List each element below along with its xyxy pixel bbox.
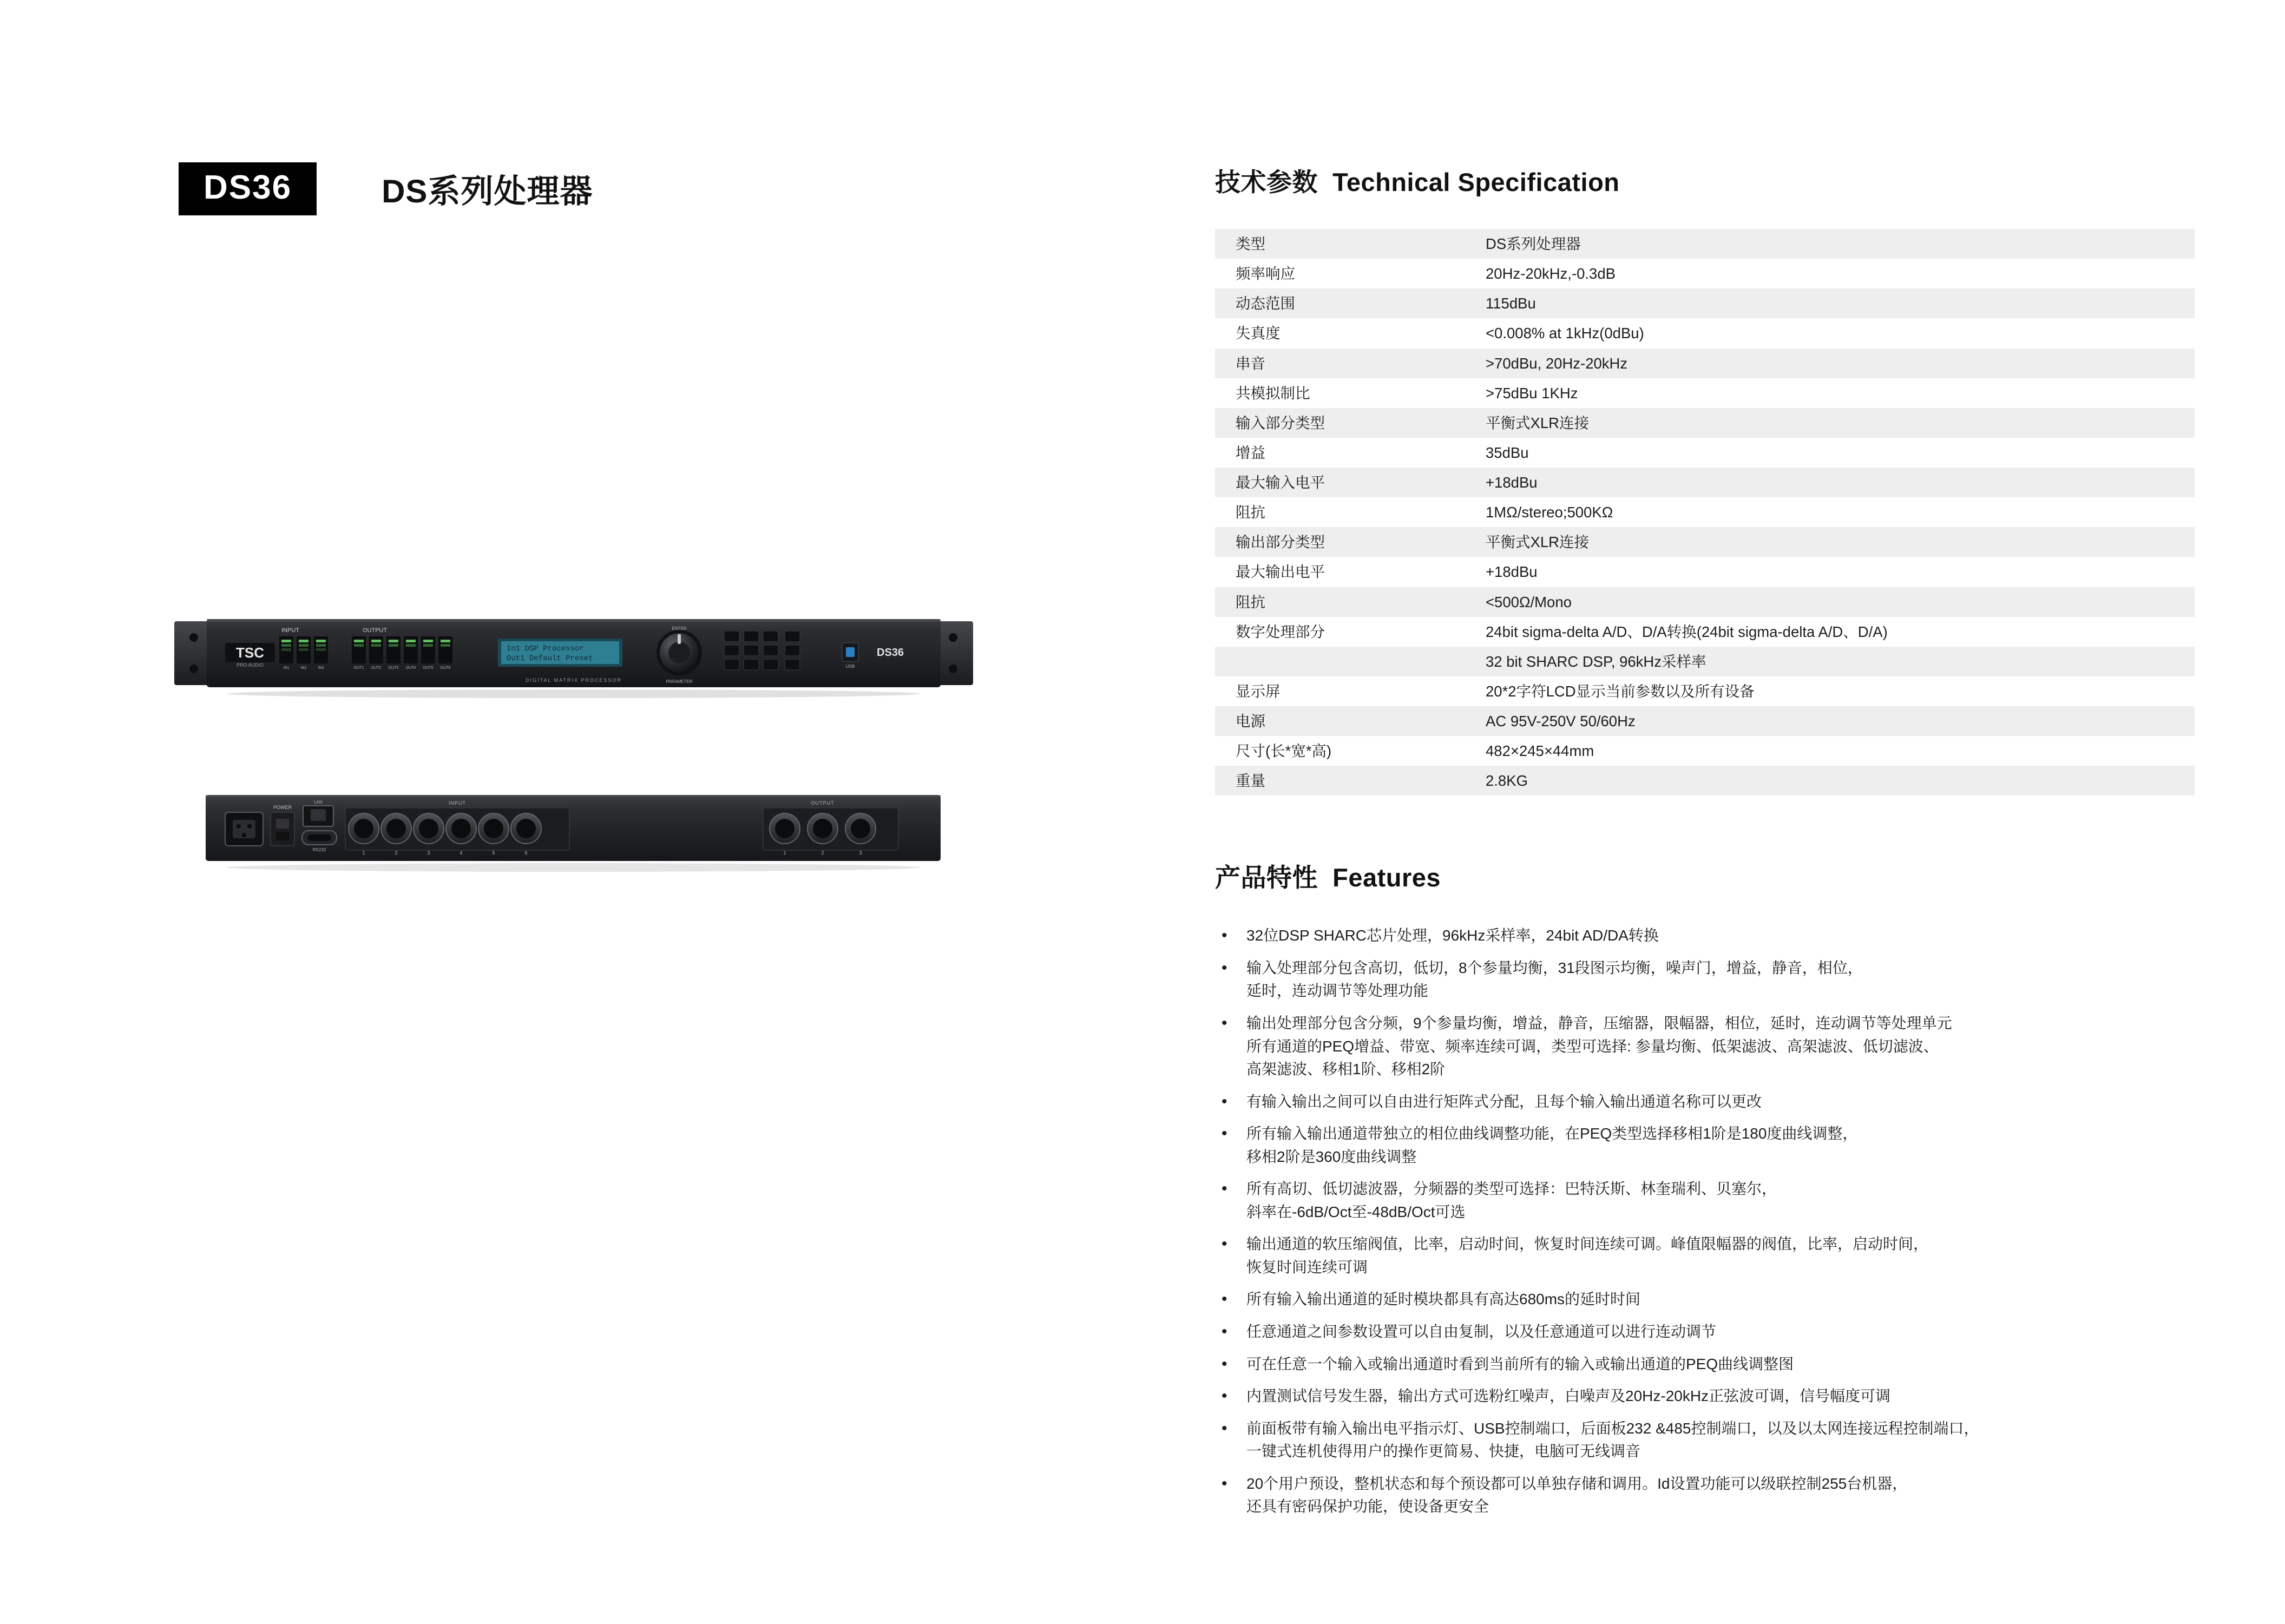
table-row (1215, 736, 2195, 766)
spec-key: 失真度 (1215, 318, 1474, 348)
svg-text:TSC: TSC (236, 645, 264, 661)
table-row (1215, 349, 2195, 378)
svg-text:PRO AUDIO: PRO AUDIO (236, 662, 264, 668)
svg-text:DIGITAL MATRIX PROCESSOR: DIGITAL MATRIX PROCESSOR (526, 678, 622, 683)
table-row (1215, 766, 2195, 795)
list-item: • 有输入输出之间可以自由进行矩阵式分配，且每个输入输出通道名称可以更改 (1215, 1090, 2195, 1114)
spec-value: <500Ω/Mono (1474, 587, 2195, 617)
spec-key (1215, 647, 1474, 676)
spec-key: 最大输出电平 (1215, 557, 1474, 587)
spec-key: 重量 (1215, 766, 1474, 795)
list-item: • 20个用户预设，整机状态和每个预设都可以单独存储和调用。Id设置功能可以级联控制255台机器， 还具有密码保护功能，使设备更安全 (1215, 1472, 2195, 1518)
list-item: • 所有高切、低切滤波器，分频器的类型可选择：巴特沃斯、林奎瑞利、贝塞尔， 斜率在-6dB/Oct至-48dB/Oct可选 (1215, 1178, 2195, 1224)
svg-text:OUT1: OUT1 (353, 666, 364, 670)
table-row (1215, 497, 2195, 527)
features-list (1215, 924, 2195, 1518)
spec-key: 阻抗 (1215, 497, 1474, 527)
spec-value: 482×245×44mm (1474, 736, 2195, 766)
spec-key: 最大输入电平 (1215, 468, 1474, 497)
spec-value: +18dBu (1474, 557, 2195, 587)
table-row (1215, 378, 2195, 408)
table-row (1215, 557, 2195, 587)
list-item: • 前面板带有输入输出电平指示灯、USB控制端口，后面板232 &485控制端口，以及以太网连接远程控制端口， 一键式连机使得用户的操作更简易、快捷，电脑可无线调音 (1215, 1417, 2195, 1463)
table-row (1215, 259, 2195, 288)
svg-text:PARAMETER: PARAMETER (666, 679, 693, 684)
spec-heading-en: Technical Specification (1332, 168, 1620, 196)
svg-text:In1 DSP Processor: In1 DSP Processor (507, 645, 584, 653)
spec-key: 动态范围 (1215, 288, 1474, 318)
spec-key: 数字处理部分 (1215, 617, 1474, 647)
spec-value: 115dBu (1474, 288, 2195, 318)
table-row (1215, 408, 2195, 438)
table-row (1215, 647, 2195, 676)
spec-value: 20*2字符LCD显示当前参数以及所有设备 (1474, 676, 2195, 706)
list-item: • 可在任意一个输入或输出通道时看到当前所有的输入或输出通道的PEQ曲线调整图 (1215, 1353, 2195, 1376)
spec-value: 32 bit SHARC DSP, 96kHz采样率 (1474, 647, 2195, 676)
spec-key: 显示屏 (1215, 676, 1474, 706)
svg-text:5: 5 (492, 850, 495, 856)
spec-value: 平衡式XLR连接 (1474, 408, 2195, 438)
spec-key: 类型 (1215, 229, 1474, 259)
list-item: • 输出处理部分包含分频，9个参量均衡，增益，静音，压缩器，限幅器，相位，延时，连动调节等处理单元 所有通道的PEQ增益、带宽、频率连续可调，类型可选择: 参量均衡、低架滤波、高架滤波、低切滤波、 高架滤波、移相1阶、移相2阶 (1215, 1012, 2195, 1081)
list-item: • 32位DSP SHARC芯片处理，96kHz采样率，24bit AD/DA转换 (1215, 924, 2195, 948)
device-front-image (173, 612, 974, 717)
list-item: • 输出通道的软压缩阀值，比率，启动时间，恢复时间连续可调。峰值限幅器的阀值，比率，启动时间， 恢复时间连续可调 (1215, 1233, 2195, 1279)
table-row (1215, 706, 2195, 736)
svg-text:4: 4 (459, 850, 463, 856)
svg-text:2: 2 (395, 850, 398, 856)
features-heading-en: Features (1332, 863, 1441, 892)
table-row (1215, 438, 2195, 468)
svg-text:2: 2 (821, 850, 824, 856)
features-section-heading (1215, 858, 2195, 894)
svg-text:OUTPUT: OUTPUT (811, 800, 835, 806)
spec-value: >70dBu, 20Hz-20kHz (1474, 349, 2195, 378)
right-column (1215, 162, 2195, 1528)
spec-value: >75dBu 1KHz (1474, 378, 2195, 408)
spec-key: 电源 (1215, 706, 1474, 736)
svg-text:3: 3 (859, 850, 862, 856)
table-row (1215, 229, 2195, 259)
svg-text:IN1: IN1 (283, 666, 290, 670)
model-badge: DS36 (179, 162, 317, 215)
svg-text:ENTER: ENTER (672, 626, 687, 631)
list-item: • 内置测试信号发生器，输出方式可选粉红噪声，白噪声及20Hz-20kHz正弦波可调，信号幅度可调 (1215, 1385, 2195, 1408)
table-row (1215, 587, 2195, 617)
svg-text:1: 1 (362, 850, 365, 856)
table-row (1215, 676, 2195, 706)
svg-text:OUT5: OUT5 (423, 666, 434, 670)
list-item: • 所有输入输出通道的延时模块都具有高达680ms的延时时间 (1215, 1288, 2195, 1311)
spec-value: 1MΩ/stereo;500KΩ (1474, 497, 2195, 527)
left-column (179, 162, 1126, 215)
spec-value: +18dBu (1474, 468, 2195, 497)
spec-key: 输入部分类型 (1215, 408, 1474, 438)
svg-text:POWER: POWER (273, 805, 292, 810)
table-row (1215, 318, 2195, 348)
svg-text:OUT6: OUT6 (440, 666, 451, 670)
spec-key: 增益 (1215, 438, 1474, 468)
svg-text:OUTPUT: OUTPUT (363, 627, 388, 634)
title-row (179, 162, 1126, 215)
spec-value: 35dBu (1474, 438, 2195, 468)
spec-key: 串音 (1215, 349, 1474, 378)
spec-value: 2.8KG (1474, 766, 2195, 795)
spec-value: <0.008% at 1kHz(0dBu) (1474, 318, 2195, 348)
svg-text:OUT3: OUT3 (388, 666, 399, 670)
spec-value: 24bit sigma-delta A/D、D/A转换(24bit sigma-delta A/D、D/A) (1474, 617, 2195, 647)
svg-text:OUT2: OUT2 (371, 666, 382, 670)
svg-text:3: 3 (427, 850, 430, 856)
spec-heading-cn: 技术参数 (1215, 168, 1318, 196)
table-row (1215, 527, 2195, 557)
spec-key: 频率响应 (1215, 259, 1474, 288)
svg-text:6: 6 (524, 850, 528, 856)
table-row (1215, 617, 2195, 647)
svg-text:INPUT: INPUT (449, 800, 466, 806)
list-item: • 所有输入输出通道带独立的相位曲线调整功能，在PEQ类型选择移相1阶是180度曲线调整， 移相2阶是360度曲线调整 (1215, 1122, 2195, 1168)
page-title: DS系列处理器 (382, 173, 593, 209)
svg-text:USB: USB (845, 664, 855, 669)
spec-key: 阻抗 (1215, 587, 1474, 617)
table-row (1215, 288, 2195, 318)
svg-text:1: 1 (783, 850, 786, 856)
spec-key: 尺寸(长*宽*高) (1215, 736, 1474, 766)
svg-text:Out1 Default Preset: Out1 Default Preset (507, 654, 593, 663)
list-item: • 输入处理部分包含高切，低切，8个参量均衡，31段图示均衡，噪声门，增益，静音，相位， 延时，连动调节等处理功能 (1215, 957, 2195, 1003)
spec-value: AC 95V-250V 50/60Hz (1474, 706, 2195, 736)
svg-text:DS36: DS36 (877, 647, 904, 659)
spec-value: 平衡式XLR连接 (1474, 527, 2195, 557)
svg-text:OUT4: OUT4 (405, 666, 416, 670)
technical-specification-table (1215, 229, 2195, 795)
spec-value: DS系列处理器 (1474, 229, 2195, 259)
svg-text:RS232: RS232 (312, 847, 326, 852)
svg-text:IN3: IN3 (318, 666, 324, 670)
table-row (1215, 468, 2195, 497)
svg-text:INPUT: INPUT (281, 627, 299, 634)
spec-section-heading (1215, 162, 2195, 199)
device-back-image (173, 787, 974, 887)
list-item: • 任意通道之间参数设置可以自由复制，以及任意通道可以进行连动调节 (1215, 1320, 2195, 1344)
spec-key: 共模拟制比 (1215, 378, 1474, 408)
spec-key: 输出部分类型 (1215, 527, 1474, 557)
svg-text:IN2: IN2 (300, 666, 307, 670)
features-heading-cn: 产品特性 (1215, 863, 1318, 892)
spec-value: 20Hz-20kHz,-0.3dB (1474, 259, 2195, 288)
svg-text:LAN: LAN (314, 800, 323, 805)
